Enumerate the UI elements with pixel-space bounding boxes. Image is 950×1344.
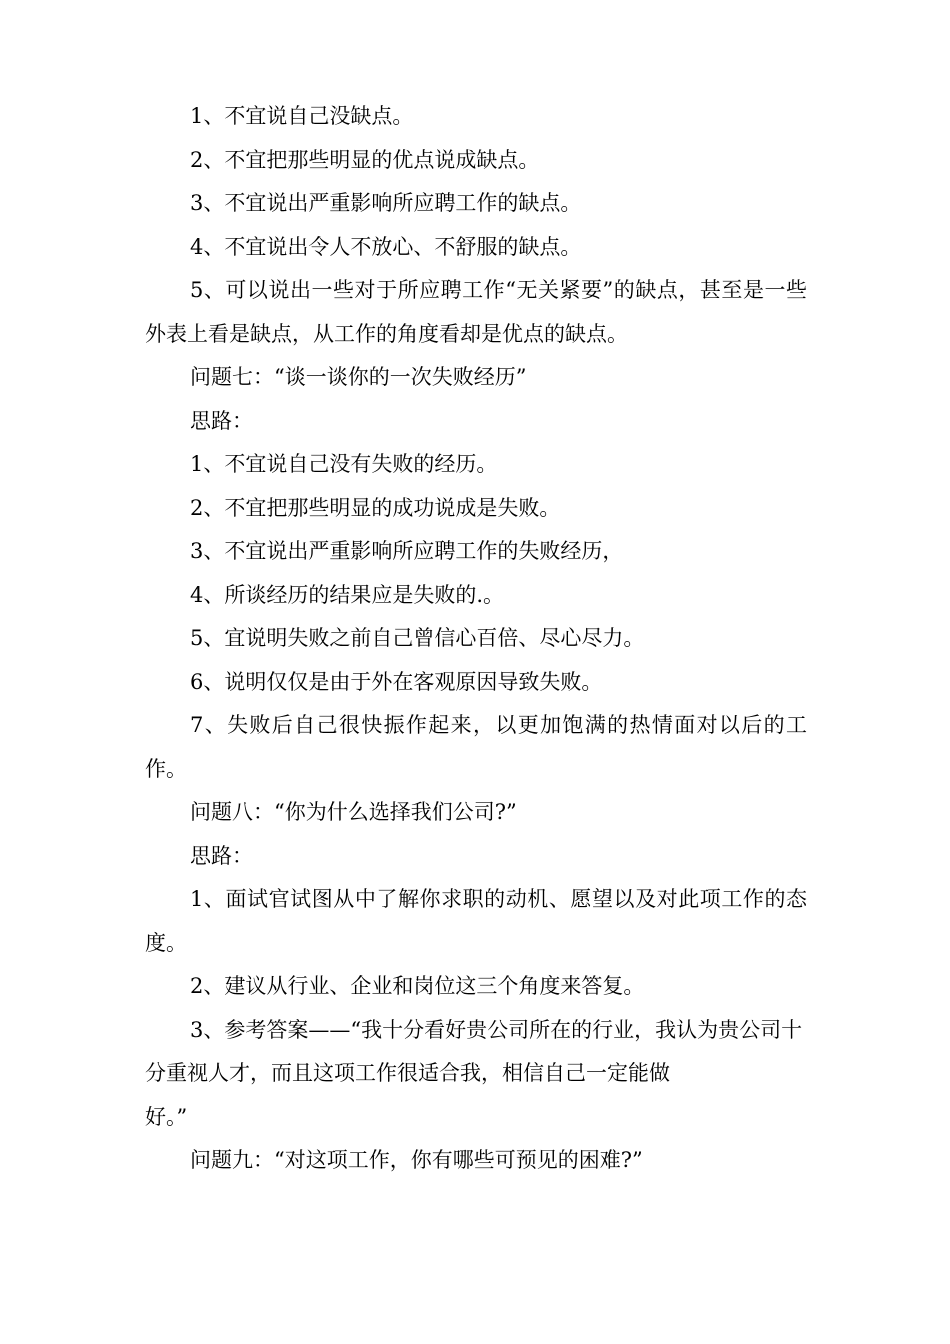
paragraph: 6、说明仅仅是由于外在客观原因导致失败。 — [190, 669, 603, 694]
paragraph: 5、宜说明失败之前自己曾信心百倍、尽心尽力。 — [190, 626, 645, 650]
paragraph: 2、不宜把那些明显的成功说成是失败。 — [190, 495, 561, 520]
question-heading: 问题八：“你为什么选择我们公司?” — [190, 800, 517, 824]
section-label: 思路： — [190, 843, 253, 868]
paragraph-continuation: 好。” — [145, 1104, 188, 1129]
paragraph: 1、面试官试图从中了解你求职的动机、愿望以及对此项工作的态度。 — [145, 887, 807, 955]
document-body — [145, 95, 807, 1183]
paragraph: 3、参考答案——“我十分看好贵公司所在的行业，我认为贵公司十分重视人才，而且这项工作很适合我，相信自己一定能做 — [145, 1017, 803, 1085]
section-label: 思路： — [190, 408, 253, 433]
paragraph: 2、建议从行业、企业和岗位这三个角度来答复。 — [190, 974, 645, 998]
question-heading: 问题九：“对这项工作，你有哪些可预见的困难?” — [190, 1148, 643, 1172]
paragraph: 4、所谈经历的结果应是失败的.。 — [190, 582, 505, 607]
paragraph: 5、可以说出一些对于所应聘工作“无关紧要”的缺点，甚至是一些外表上看是缺点，从工作的角度看却是优点的缺点。 — [145, 278, 807, 346]
question-heading: 问题七：“谈一谈你的一次失败经历” — [190, 365, 527, 389]
paragraph: 4、不宜说出令人不放心、不舒服的缺点。 — [190, 234, 582, 259]
paragraph: 1、不宜说自己没缺点。 — [190, 104, 414, 128]
paragraph: 1、不宜说自己没有失败的经历。 — [190, 452, 498, 476]
paragraph: 3、不宜说出严重影响所应聘工作的缺点。 — [190, 191, 582, 215]
paragraph: 3、不宜说出严重影响所应聘工作的失败经历， — [190, 539, 624, 563]
paragraph: 2、不宜把那些明显的优点说成缺点。 — [190, 147, 540, 172]
paragraph: 7、失败后自己很快振作起来，以更加饱满的热情面对以后的工作。 — [145, 713, 807, 781]
